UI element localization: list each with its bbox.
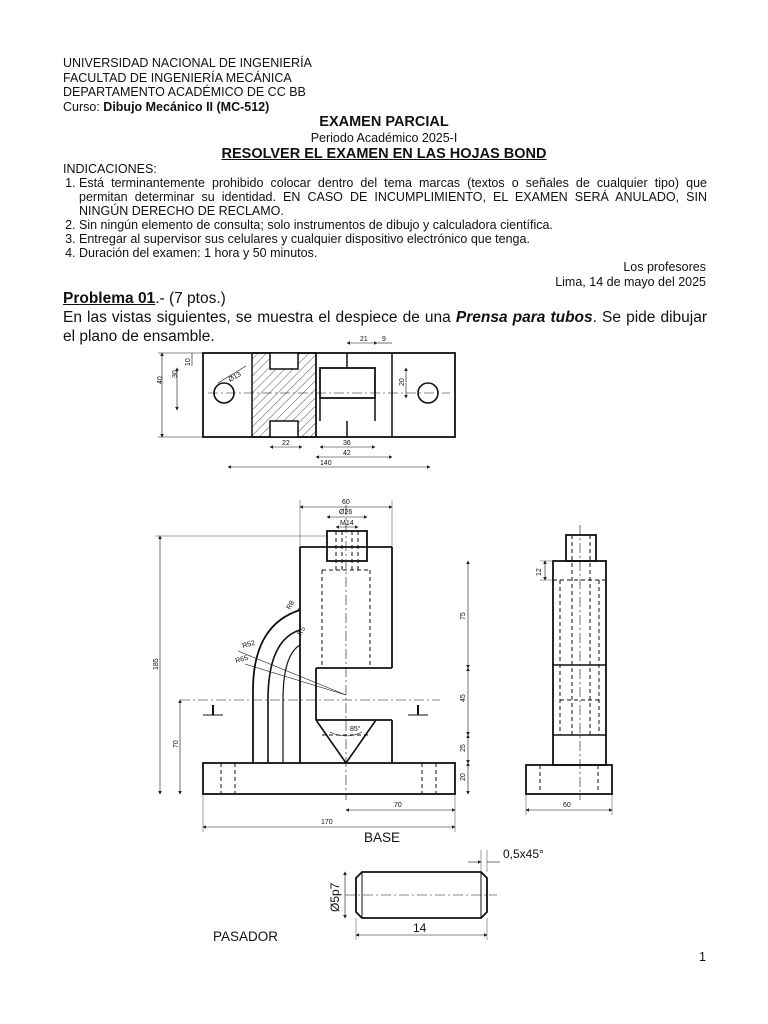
label-base: BASE [364, 830, 401, 845]
top-boss [327, 531, 367, 561]
dim-text: 30 [172, 370, 179, 378]
page-number: 1 [699, 950, 706, 964]
dim-text: 25 [460, 744, 467, 752]
dim-text: 170 [321, 819, 333, 826]
dim-text: 21 [360, 336, 368, 343]
course-label: Curso: [63, 99, 104, 114]
signature-authors: Los profesores [623, 260, 706, 274]
dim-text: Ø26 [339, 509, 353, 516]
dim-text: Ø5p7 [328, 882, 342, 912]
problem-text-before: En las vistas siguientes, se muestra el despiece de una [63, 309, 456, 326]
dim-text: 60 [342, 499, 350, 506]
signature-date: Lima, 14 de mayo del 2025 [555, 275, 706, 289]
dim-text: M14 [340, 520, 354, 527]
instruction-item: 1. Está terminantemente prohibido colocar dentro del tema marcas (textos o señales de cualquier tipo) que permitan determinar su identidad. EN CASO DE INCUMPLIMIENTO, EL EXAMEN SERÁ ANULADO, SIN NINGÚN DERECHO DE RECLAMO. [79, 176, 707, 218]
dim-text: 36 [343, 440, 351, 447]
dim-text: 185 [153, 658, 160, 670]
dim-text: 70 [394, 802, 402, 809]
top-view-outline [203, 353, 455, 437]
exam-subtitle: RESOLVER EL EXAMEN EN LAS HOJAS BOND [221, 146, 547, 162]
dim-text: 45 [460, 694, 467, 702]
dim-text: 60 [563, 802, 571, 809]
instruction-item: 4. Duración del examen: 1 hora y 50 minutos. [79, 246, 707, 260]
front-view-dim-text [153, 499, 467, 826]
dim-text: 12 [536, 568, 543, 576]
dim-text: 85° [350, 726, 361, 733]
dim-text: 10 [185, 358, 192, 366]
dim-text: 14 [413, 921, 427, 935]
dim-text: 70 [173, 740, 180, 748]
base-plate [203, 763, 455, 794]
front-view [155, 500, 468, 832]
top-view [158, 343, 455, 467]
problem-part-name: Prensa para tubos [455, 309, 593, 326]
department-name: DEPARTAMENTO ACADÉMICO DE CC BB [63, 85, 306, 99]
dim-text: 20 [399, 378, 406, 386]
pin-dim-text [328, 847, 544, 935]
dim-text: Ø13 [227, 371, 243, 384]
dim-text: 20 [460, 773, 467, 781]
instructions-heading: INDICACIONES: [63, 162, 157, 176]
dim-text: 42 [343, 450, 351, 457]
dim-text: 22 [282, 440, 290, 447]
problem-points: .- (7 ptos.) [155, 290, 226, 307]
dim-text: 0,5x45° [503, 847, 544, 861]
dim-text: R65 [234, 654, 249, 665]
instruction-item: 3. Entregar al supervisor sus celulares y cualquier dispositivo electrónico que tenga. [79, 232, 707, 246]
course-name: Dibujo Mecánico II (MC-512) [103, 99, 270, 114]
problem-title: Problema 01 [63, 290, 156, 307]
exam-title: EXAMEN PARCIAL [319, 114, 449, 130]
instruction-item: 2. Sin ningún elemento de consulta; solo instrumentos de dibujo y calculadora científica. [79, 218, 707, 232]
label-pin: PASADOR [213, 929, 279, 944]
faculty-name: FACULTAD DE INGENIERÍA MECÁNICA [63, 70, 292, 85]
slot [320, 368, 375, 398]
dim-text: R5 [296, 625, 308, 637]
dim-text: 9 [382, 336, 386, 343]
dim-text: R52 [241, 639, 256, 650]
dim-text: 75 [460, 612, 467, 620]
university-name: UNIVERSIDAD NACIONAL DE INGENIERÍA [63, 56, 312, 70]
problem-text-after: . Se pide dibujar el plano de ensamble. [63, 309, 707, 345]
dim-text: 140 [320, 460, 332, 467]
dim-text: 40 [157, 376, 164, 384]
dim-text: R8 [285, 599, 297, 611]
exam-period: Periodo Académico 2025-I [310, 131, 458, 145]
